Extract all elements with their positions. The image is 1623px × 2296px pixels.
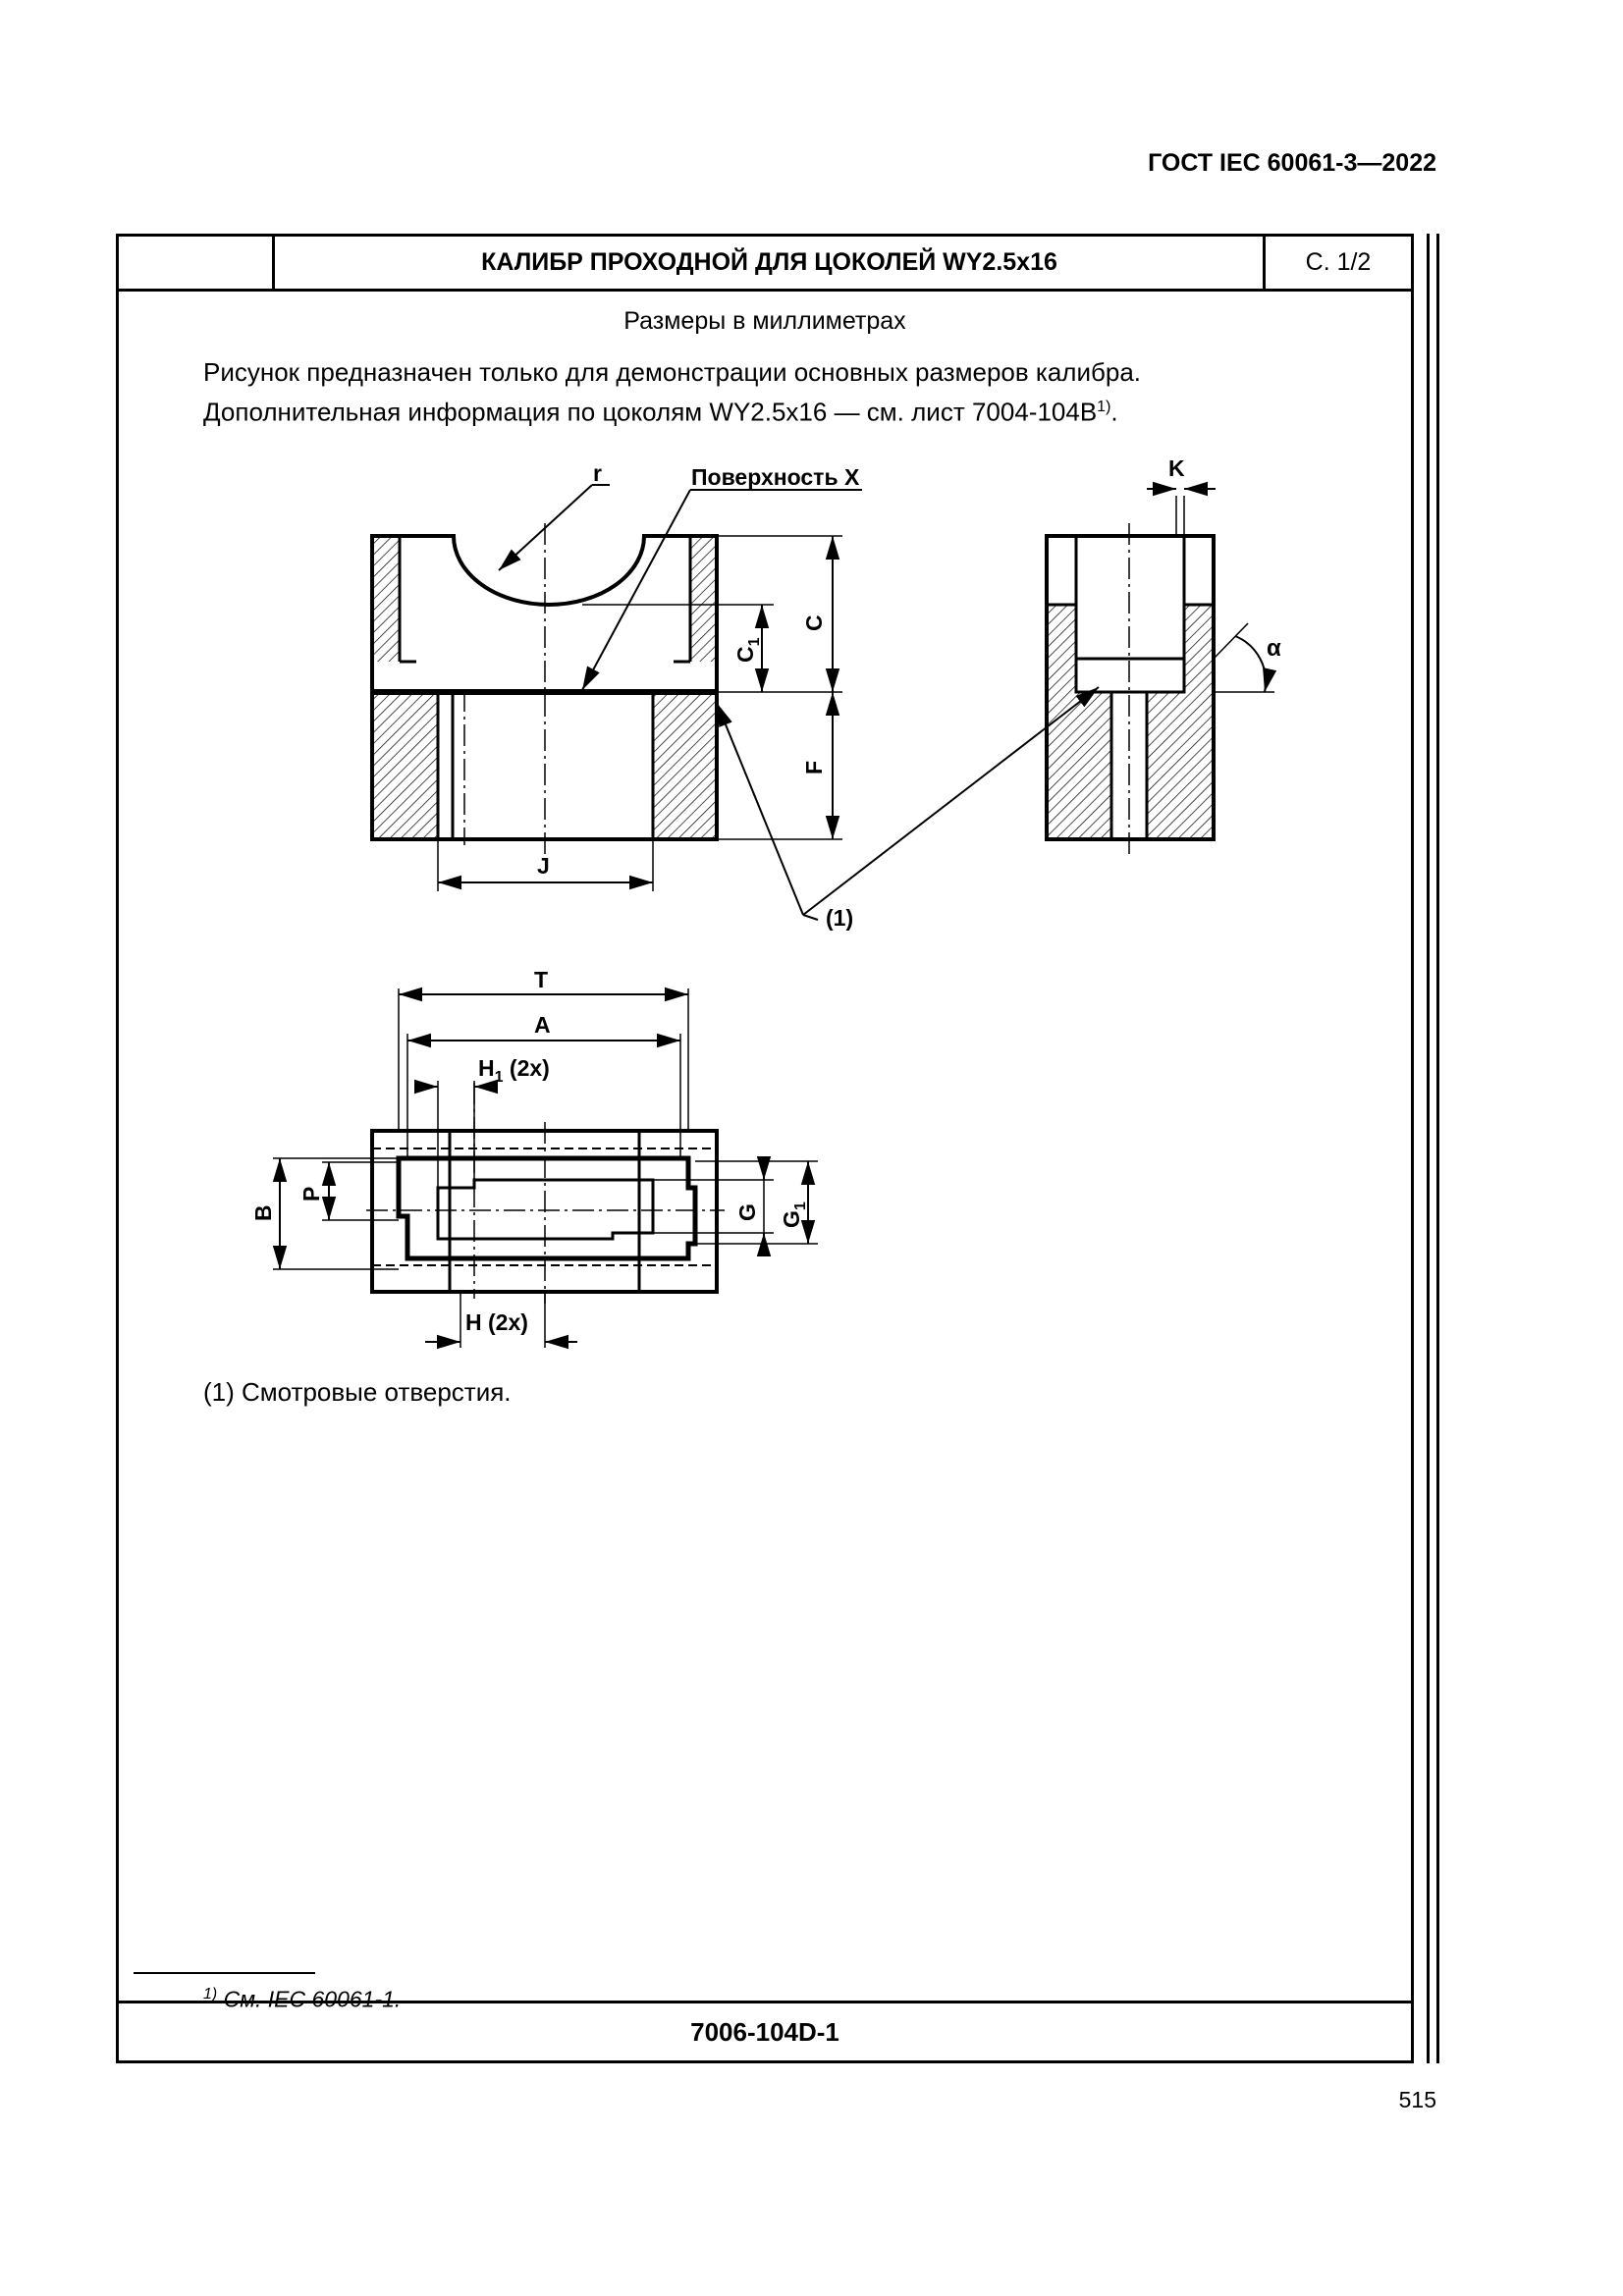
footnote: $^{1)}$ См. IEC 60061-1. — [203, 1986, 402, 2012]
label-c: C — [801, 614, 827, 631]
label-t: T — [534, 967, 549, 992]
intro-line-1: Рисунок предназначен только для демонстрации основных размеров калибра. — [203, 357, 1142, 387]
top-cavity — [399, 1158, 695, 1258]
hatch-lower-left — [374, 695, 438, 839]
intro-line-2: Дополнительная информация по цоколям WY2.5x16 — см. лист $7004-104В^{1)}$. — [203, 397, 1118, 427]
gauge-drawing — [119, 237, 1411, 1365]
sheet-number: С. 1/2 — [1263, 237, 1411, 289]
inspection-callout — [717, 687, 1099, 931]
page-number: 515 — [1398, 2087, 1436, 2112]
label-j: J — [537, 853, 550, 879]
units-note: Размеры в миллиметрах — [623, 307, 906, 335]
standard-number: ГОСТ IEC 60061-3—2022 — [1148, 149, 1436, 177]
hatch-upper-right — [690, 536, 715, 662]
frame-double-line-2 — [1436, 234, 1439, 2063]
footnote-ref: 1) — [1097, 399, 1111, 415]
side-view — [1047, 455, 1281, 857]
label-f: F — [801, 760, 827, 774]
legend-text: (1) Смотровые отверстия. — [203, 1377, 512, 1407]
label-g: G — [734, 1203, 760, 1221]
hatch-upper-left — [374, 536, 399, 662]
label-p: P — [298, 1186, 324, 1201]
label-g1: $G_1$ — [779, 1201, 809, 1228]
footnote-separator — [134, 1972, 315, 1974]
label-r: r — [593, 460, 602, 486]
top-view — [250, 967, 818, 1348]
label-surface-x: Поверхность X — [691, 464, 860, 490]
label-callout-1: (1) — [826, 905, 854, 931]
frame-double-line-1 — [1427, 234, 1430, 2063]
sheet-title: КАЛИБР ПРОХОДНОЙ ДЛЯ ЦОКОЛЕЙ WY2.5x16 — [481, 248, 1057, 276]
hatch-side-left — [1047, 605, 1076, 839]
hatch-side-right — [1184, 605, 1214, 839]
label-alpha: α — [1267, 635, 1281, 662]
front-view — [372, 460, 862, 891]
hatch-lower-right — [653, 695, 717, 839]
label-c1: $C_1$ — [732, 637, 763, 663]
sheet-code: 7006-104D-1 — [119, 2001, 1411, 2060]
label-h1: $H_1$ (2x) — [478, 1055, 550, 1086]
label-a: A — [534, 1012, 551, 1038]
label-h: H (2x) — [465, 1309, 528, 1335]
sheet-frame — [116, 234, 1414, 2063]
label-k: K — [1168, 455, 1185, 481]
label-b: B — [250, 1204, 276, 1221]
